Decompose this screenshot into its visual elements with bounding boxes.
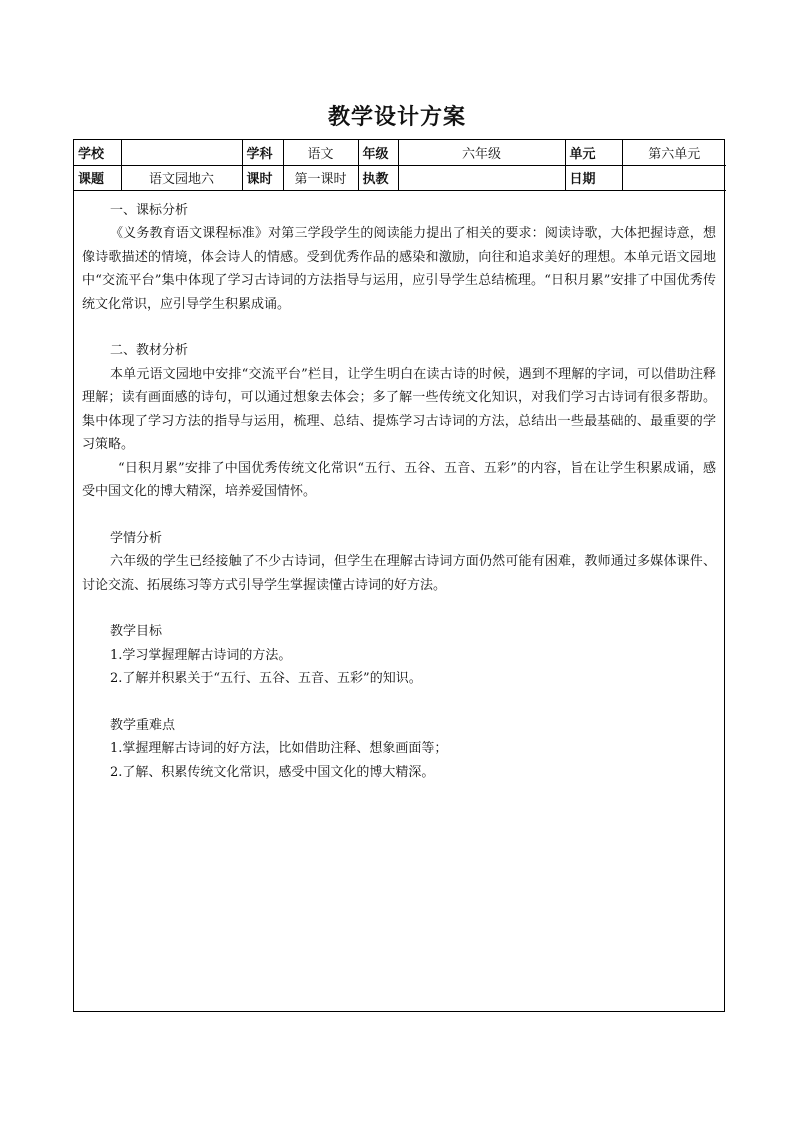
unit-label: 单元 <box>565 140 622 165</box>
teacher-field[interactable] <box>398 165 565 190</box>
lesson-content <box>74 191 724 785</box>
school-label: 学校 <box>74 140 121 165</box>
date-label: 日期 <box>565 165 622 190</box>
list-item: 2.了解、积累传统文化常识，感受中国文化的博大精深。 <box>110 764 435 780</box>
list-item: 1.掌握理解古诗词的好方法，比如借助注释、想象画面等； <box>110 741 448 756</box>
date-field[interactable] <box>622 165 726 190</box>
section-learners <box>82 527 716 598</box>
header-row-2 <box>74 165 726 190</box>
section-paragraph: 六年级的学生已经接触了不少古诗词，但学生在理解古诗词方面仍然可能有困难，教师通过多媒体课件、讨论交流、拓展练习等方式引导学生掌握读懂古诗词的好方法。 <box>82 554 716 593</box>
teacher-label: 执教 <box>358 165 398 190</box>
section-heading: 二、教材分析 <box>110 343 189 358</box>
topic-field[interactable]: 语文园地六 <box>121 165 242 190</box>
section-heading: 教学重难点 <box>110 717 176 733</box>
section-objectives <box>82 620 716 691</box>
school-field[interactable] <box>121 140 242 165</box>
header-table <box>74 140 726 191</box>
subject-field[interactable]: 语文 <box>283 140 358 165</box>
section-paragraph: “日积月累”安排了中国优秀传统文化常识“五行、五谷、五音、五彩”的内容，旨在让学生积累成诵，感受中国文化的博大精深，培养爱国情怀。 <box>82 460 716 499</box>
header-row-1 <box>74 140 726 165</box>
section-paragraph: 本单元语文园地中安排“交流平台”栏目，让学生明白在读古诗的时候，遇到不理解的字词，可以借助注释理解；读有画面感的诗句，可以通过想象去体会；多了解一些传统文化知识，对我们学习古诗词有很多帮助。集中体现了学习方法的指导与运用，梳理、总结、提炼学习古诗词的方法，总结出一些最基础的、最重要的学习策略。 <box>82 366 716 452</box>
period-field[interactable]: 第一课时 <box>283 165 358 190</box>
topic-label: 课题 <box>74 165 121 190</box>
section-textbook <box>82 339 716 504</box>
section-paragraph: 《义务教育语文课程标准》对第三学段学生的阅读能力提出了相关的要求：阅读诗歌，大体把握诗意，想像诗歌描述的情境，体会诗人的情感。受到优秀作品的感染和激励，向往和追求美好的理想。本单元语文园地中“交流平台”集中体现了学习古诗词的方法指导与运用，应引导学生总结梳理。“日积月累”安排了中国优秀传统文化常识，应引导学生积累成诵。 <box>82 226 716 312</box>
period-label: 课时 <box>242 165 283 190</box>
section-heading: 一、课标分析 <box>110 202 189 218</box>
section-keypoints <box>82 714 716 785</box>
unit-field[interactable]: 第六单元 <box>622 140 726 165</box>
subject-label: 学科 <box>242 140 283 165</box>
lesson-plan-form <box>73 139 725 1012</box>
list-item: 1.学习掌握理解古诗词的方法。 <box>110 647 292 663</box>
grade-field[interactable]: 六年级 <box>398 140 565 165</box>
section-standards <box>82 199 716 317</box>
section-heading: 教学目标 <box>110 624 163 639</box>
section-heading: 学情分析 <box>110 530 163 546</box>
page-title: 教学设计方案 <box>327 105 466 130</box>
list-item: 2.了解并积累关于“五行、五谷、五音、五彩”的知识。 <box>110 671 422 686</box>
grade-label: 年级 <box>358 140 398 165</box>
